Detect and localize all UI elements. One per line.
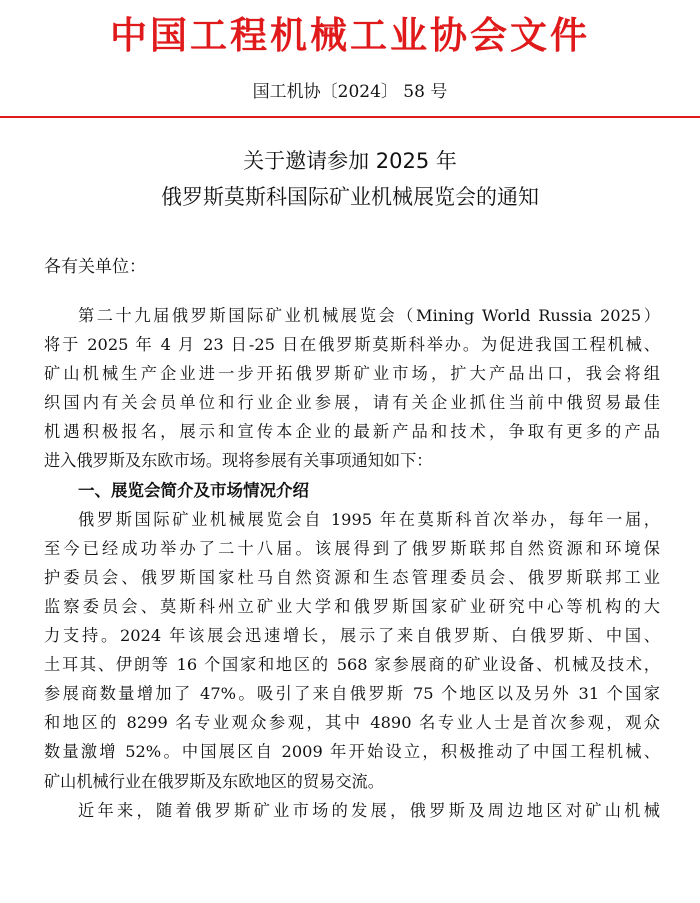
section-1-paragraph-line: 土耳其、伊朗等 16 个国家和地区的 568 家参展商的矿业设备、机械及技术， (44, 655, 660, 675)
section-1-paragraph-line: 参展商数量增加了 47%。吸引了来自俄罗斯 75 个地区以及另外 31 个国家 (44, 684, 660, 704)
document-body (44, 301, 660, 825)
red-header-rule (0, 116, 700, 118)
section-1-paragraph-line: 护委员会、俄罗斯国家杜马自然资源和生态管理委员会、俄罗斯联邦工业 (44, 567, 660, 587)
issuing-organization-title: 中国工程机械工业协会文件 (110, 14, 590, 57)
document-number: 国工机协〔2024〕 58 号 (252, 82, 448, 102)
salutation: 各有关单位： (44, 257, 146, 277)
section-1-paragraph-line: 监察委员会、莫斯科州立矿业大学和俄罗斯国家矿业研究中心等机构的大 (44, 596, 660, 616)
section-1-paragraph-line: 力支持。2024 年该展会迅速增长，展示了来自俄罗斯、白俄罗斯、中国、 (44, 626, 660, 646)
paragraph-1-line: 机遇积极报名，展示和宣传本企业的最新产品和技术，争取有更多的产品 (44, 422, 660, 442)
paragraph-1-line: 矿山机械生产企业进一步开拓俄罗斯矿业市场，扩大产品出口，我会将组 (44, 364, 660, 384)
paragraph-1-line: 进入俄罗斯及东欧市场。现将参展有关事项通知如下： (44, 451, 433, 471)
section-1-paragraph-line: 俄罗斯国际矿业机械展览会自 1995 年在莫斯科首次举办，每年一届， (78, 509, 660, 529)
paragraph-3-line: 近年来，随着俄罗斯矿业市场的发展，俄罗斯及周边地区对矿山机械 (78, 800, 660, 820)
section-1-heading: 一、展览会简介及市场情况介绍 (78, 480, 309, 500)
section-1-paragraph-line: 数量激增 52%。中国展区自 2009 年开始设立，积极推动了中国工程机械、 (44, 742, 660, 762)
section-1-paragraph-line: 至今已经成功举办了二十八届。该展得到了俄罗斯联邦自然资源和环境保 (44, 538, 660, 558)
paragraph-1-line: 织国内有关会员单位和行业企业参展，请有关企业抓住当前中俄贸易最佳 (44, 393, 660, 413)
section-1-paragraph-line: 矿山机械行业在俄罗斯及东欧地区的贸易交流。 (44, 771, 384, 791)
notice-title-line-1: 关于邀请参加 2025 年 (243, 149, 457, 173)
notice-title-line-2: 俄罗斯莫斯科国际矿业机械展览会的通知 (161, 185, 539, 209)
section-1-paragraph-line: 和地区的 8299 名专业观众参观，其中 4890 名专业人士是首次参观，观众 (44, 713, 660, 733)
paragraph-1-line: 将于 2025 年 4 月 23 日-25 日在俄罗斯莫斯科举办。为促进我国工程机械、 (44, 335, 660, 355)
paragraph-1-line: 第二十九届俄罗斯国际矿业机械展览会（Mining World Russia 2025） (78, 306, 660, 325)
